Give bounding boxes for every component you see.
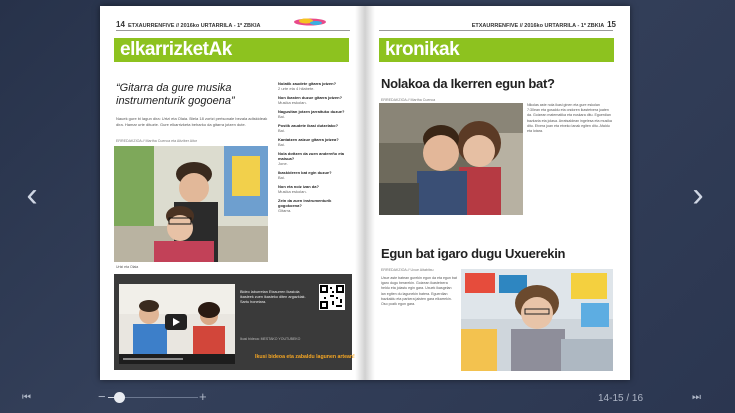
promo-call-to-action: Ikusi bideoa eta zabaldu lagunen artean! [255,354,355,360]
zoom-out-icon[interactable]: − [98,389,106,404]
interview-photo [114,146,268,262]
qa-item: Non eta noiz izan da? Musika eskolan. [278,184,319,194]
section-band [379,38,614,62]
right-page-number: 15 [607,20,616,29]
qr-code-icon [319,284,345,310]
article-byline: ERREDAKZIOA // Uxue Aitabitxu [381,268,434,272]
header-rule [379,30,613,31]
book-spine [355,6,375,380]
right-page[interactable] [365,6,630,380]
first-page-icon[interactable]: ⏮ [22,392,31,403]
viewer-controls [0,388,735,413]
qa-item: Kantatzen zaizue gitarra jotzea? Bai. [278,137,339,147]
right-page-header [472,20,616,29]
qa-item: Nola dottzen da zuen andereño eta maisua? Jone. [278,151,345,166]
article-body: Nikolas aste nola ikasi ginen eta gure eskolan 7:30ean eta gosaldu eta ondoren ikastetxera joaten da. Goizean matematika eta euskara ditu. Eguerdian bazkaria eta jolasa. Arratsaldean ingelesa eta musika ditu. Etxera joan eta etxeko lanak egiten ditu. Afaldu eta lotara. [527,103,612,134]
header-rule [116,30,350,31]
left-page-number: 14 [116,20,125,29]
article-body: Uxue aste batean gurekin egon da eta egun bat igaro dugu berarekin. Goizean ikastetxera heldu eta jolastu egin gara. Uxuek ikasgelan lan egiten du lagunekin batera. Eguerdian bazkaldu eta parkera jaisten gara elkarrekin. Oso pozik egon gara. [381,276,457,307]
zoom-in-icon[interactable]: + [199,389,207,404]
next-page-arrow-icon[interactable]: › [692,176,704,214]
qa-item: Postik zaudete ikasi dutzelako? Bai. [278,123,339,133]
article-headline: Egun bat igaro dugu Uxuerekin [381,246,566,261]
left-page[interactable] [100,6,365,380]
article-headline: Nolakoa da Ikerren egun bat? [381,76,555,91]
magazine-logo-icon [290,16,330,28]
last-page-icon[interactable]: ⏭ [692,392,701,403]
interview-byline: ERREDAKZIOA // Martha Cuenca eta Aitziber Aitor [116,139,198,143]
qa-item: Ikaskideren bat egin duzue? Bai. [278,170,332,180]
video-promo-box [114,274,355,370]
promo-text: Bideo laburretan Etxaurren Ikastola ikasleek zuen ikasteko diten argazkiak. Sartu honetara. [240,290,306,304]
section-title: elkarrizketAk [120,39,232,60]
zoom-slider[interactable] [108,397,198,398]
qa-item: Nolatik zaudete gitarra jotzen? 2 urte eta 4 hilabete. [278,81,337,91]
section-title: kronikak [385,39,460,60]
article-byline: ERREDAKZIOA // Martha Cuenca [381,98,436,102]
interview-quote: “Gitarra da gure musika instrumenturik gogoena” [116,82,235,107]
video-player[interactable] [119,284,235,364]
left-page-header-text: ETXAURRENFIVE // 2016ko URTARRILA - 1º ZBKIA [127,23,261,29]
left-page-header [116,20,260,29]
photo-caption: Urtzi eta Olaia [116,265,139,269]
previous-page-arrow-icon[interactable]: ‹ [26,176,38,214]
right-page-header-text: ETXAURRENFIVE // 2016ko URTARRILA - 1º ZBKIA [471,23,605,29]
interview-lede: Nauek gure bi lagun dira: Urtzi eta Olaia. Biela 18 zortzi pertsonale bezala adiskideak dira. Hamar urte dituzte. Gure elkarrizketa beharko da gitarra jotzen dute. [116,116,268,127]
promo-url: Ikusi bideoa: MESTAKO YOUTUBEKO [240,337,301,341]
interview-qa-column [278,81,352,217]
section-band [114,38,349,62]
zoom-slider-handle[interactable] [114,392,125,403]
page-counter: 14-15 / 16 [598,393,644,404]
qa-item: Non ikasten duzue gitarra jotzen? Musika eskolan. [278,95,343,105]
qa-item: Zein da zuen instrumenturik gogokoena? Gitarra. [278,198,332,213]
article-photo [461,269,613,371]
magazine-spread [100,6,630,380]
qa-item: Nagusitan jotzen jarraituko duzue? Bai. [278,109,345,119]
article-photo [379,103,523,215]
